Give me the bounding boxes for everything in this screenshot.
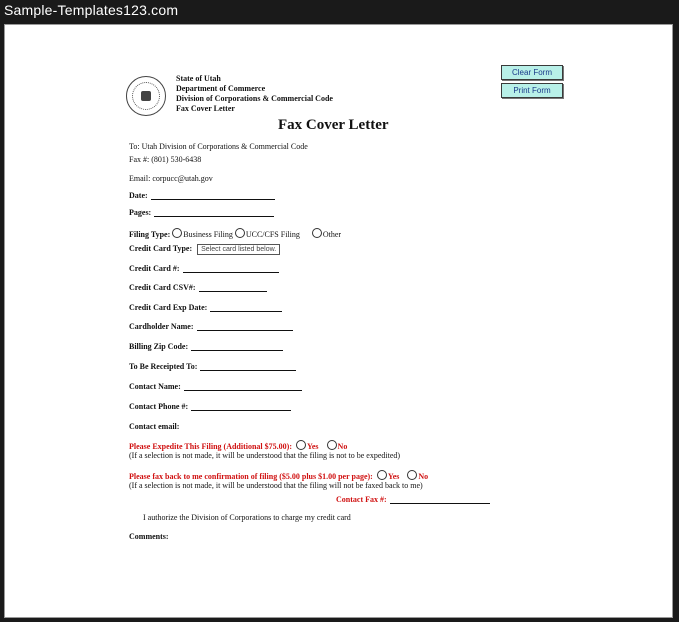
fax-label: Fax #: — [129, 155, 150, 164]
email-label: Email: — [129, 174, 151, 183]
contact-name-label: Contact Name: — [129, 382, 181, 391]
receipted-to-field[interactable] — [200, 362, 296, 371]
contact-phone-label: Contact Phone #: — [129, 402, 189, 411]
pages-field[interactable] — [154, 208, 274, 217]
fax-back-no-label: No — [418, 472, 429, 481]
date-row — [129, 191, 275, 200]
contact-email-label: Contact email: — [129, 422, 180, 431]
fax-back-note: (If a selection is not made, it will be understood that the filing will not be faxed back to me) — [129, 481, 423, 490]
seal-emblem — [141, 91, 151, 101]
business-filing-radio[interactable] — [172, 228, 182, 238]
filing-type-row — [129, 228, 341, 239]
fax-back-no-radio[interactable] — [407, 470, 417, 480]
credit-card-num-label: Credit Card #: — [129, 264, 180, 273]
credit-card-type-select[interactable]: Select card listed below. — [197, 244, 280, 255]
expedite-label: Please Expedite This Filing (Additional $75.00): — [129, 442, 292, 451]
receipted-to-label: To Be Receipted To: — [129, 362, 198, 371]
pages-label: Pages: — [129, 208, 152, 217]
email-value: corpucc@utah.gov — [152, 174, 213, 183]
fax-back-yes-label: Yes — [387, 472, 400, 481]
other-filing-label: Other — [322, 230, 342, 239]
billing-zip-label: Billing Zip Code: — [129, 342, 189, 351]
date-field[interactable] — [151, 191, 275, 200]
contact-phone-field[interactable] — [191, 402, 291, 411]
credit-card-num-row — [129, 264, 279, 273]
email-row — [129, 174, 213, 183]
billing-zip-row — [129, 342, 283, 351]
fax-row — [129, 155, 201, 164]
clear-form-button[interactable]: Clear Form — [501, 65, 563, 80]
to-label: To: — [129, 142, 140, 151]
agency-header — [176, 74, 333, 114]
expedite-no-radio[interactable] — [327, 440, 337, 450]
form-title: Fax Cover Letter — [278, 117, 389, 133]
seal-ring — [132, 82, 160, 110]
expedite-yes-label: Yes — [306, 442, 319, 451]
fax-value: (801) 530-6438 — [151, 155, 202, 164]
cardholder-name-field[interactable] — [197, 322, 293, 331]
date-label: Date: — [129, 191, 148, 200]
contact-email-row — [129, 422, 179, 431]
agency-line-department: Department of Commerce — [176, 84, 266, 93]
receipted-to-row — [129, 362, 296, 371]
fax-back-label: Please fax back to me confirmation of filing ($5.00 plus $1.00 per page): — [129, 472, 373, 481]
contact-fax-row — [336, 495, 490, 504]
agency-line-form: Fax Cover Letter — [176, 104, 235, 113]
billing-zip-field[interactable] — [191, 342, 283, 351]
expedite-row — [129, 440, 347, 451]
contact-phone-row — [129, 402, 291, 411]
fax-back-yes-radio[interactable] — [377, 470, 387, 480]
expedite-yes-radio[interactable] — [296, 440, 306, 450]
credit-card-csv-row — [129, 283, 267, 292]
credit-card-type-label: Credit Card Type: — [129, 244, 193, 253]
other-filing-radio[interactable] — [312, 228, 322, 238]
contact-fax-label: Contact Fax #: — [336, 495, 387, 504]
credit-card-exp-label: Credit Card Exp Date: — [129, 303, 208, 312]
expedite-no-label: No — [337, 442, 348, 451]
ucc-filing-radio[interactable] — [235, 228, 245, 238]
cardholder-name-row — [129, 322, 293, 331]
agency-line-division: Division of Corporations & Commercial Code — [176, 94, 333, 103]
to-row — [129, 142, 308, 151]
fax-cover-page — [4, 24, 673, 618]
contact-name-row — [129, 382, 302, 391]
credit-card-exp-row — [129, 303, 282, 312]
contact-fax-field[interactable] — [390, 495, 490, 504]
contact-name-field[interactable] — [184, 382, 302, 391]
comments-label: Comments: — [129, 532, 169, 541]
ucc-filing-label: UCC/CFS Filing — [245, 230, 300, 239]
filing-type-label: Filing Type: — [129, 230, 171, 239]
credit-card-exp-field[interactable] — [210, 303, 282, 312]
credit-card-csv-label: Credit Card CSV#: — [129, 283, 196, 292]
to-value: Utah Division of Corporations & Commercial Code — [141, 142, 308, 151]
credit-card-type-row — [129, 244, 280, 255]
business-filing-label: Business Filing — [183, 230, 233, 239]
state-seal-icon — [126, 76, 166, 116]
pages-row — [129, 208, 274, 217]
print-form-button[interactable]: Print Form — [501, 83, 563, 98]
fax-back-row — [129, 470, 428, 481]
agency-line-state: State of Utah — [176, 74, 221, 83]
site-name: Sample-Templates123.com — [4, 2, 179, 18]
credit-card-num-field[interactable] — [183, 264, 279, 273]
expedite-note: (If a selection is not made, it will be understood that the filing is not to be expedited) — [129, 451, 401, 460]
comments-row — [129, 532, 169, 541]
credit-card-csv-field[interactable] — [199, 283, 267, 292]
cardholder-name-label: Cardholder Name: — [129, 322, 194, 331]
authorize-text: I authorize the Division of Corporations to charge my credit card — [143, 513, 351, 522]
